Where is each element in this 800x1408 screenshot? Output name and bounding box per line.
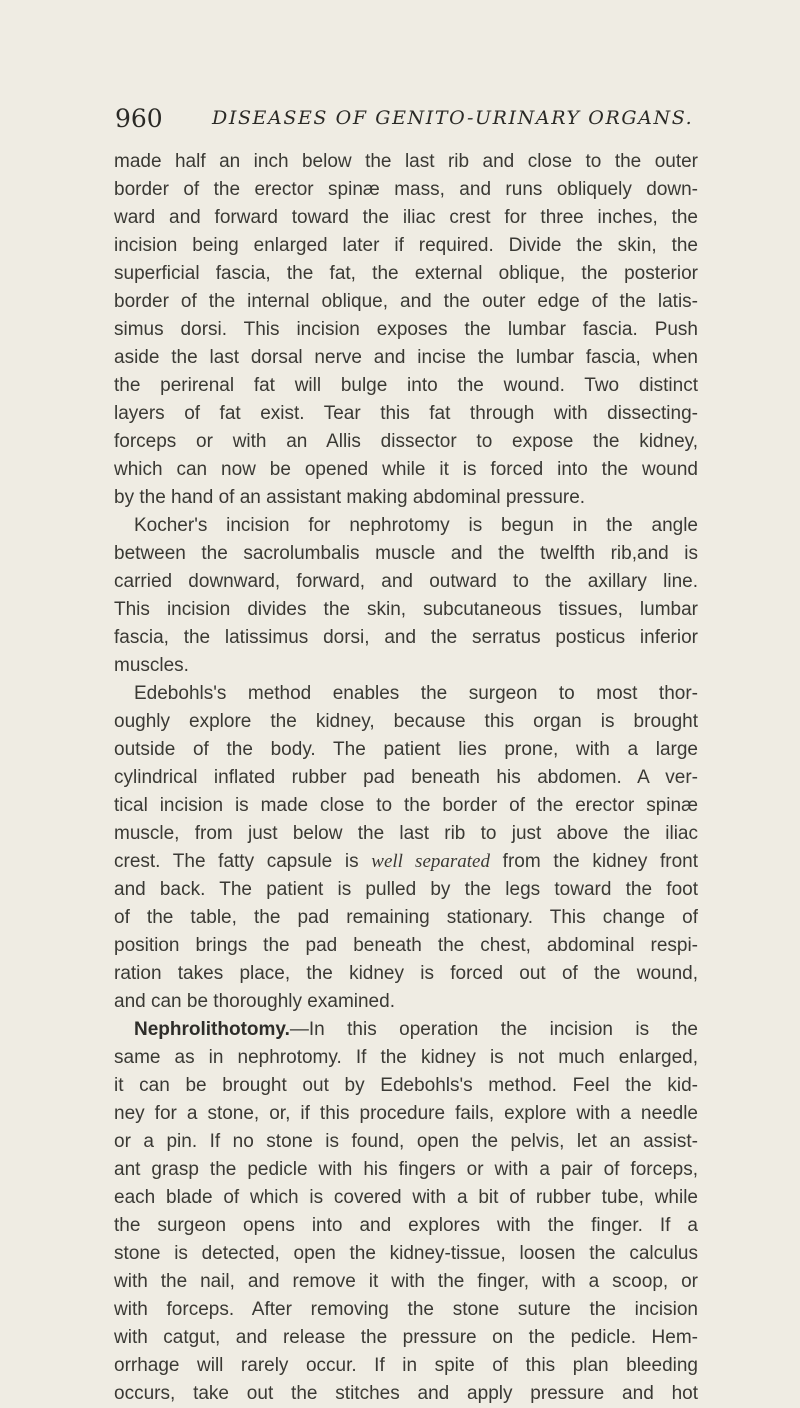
text-line: and can be thoroughly examined. [114, 991, 395, 1012]
text-line: cylindrical inflated rubber pad beneath his abdomen. A ver- [114, 767, 698, 788]
page-header [115, 104, 715, 134]
text-line: layers of fat exist. Tear this fat through with dissecting- [114, 403, 698, 424]
text-line: it can be brought out by Edebohls's method. Feel the kid- [114, 1075, 698, 1096]
text-line: ney for a stone, or, if this procedure fails, explore with a needle [114, 1103, 698, 1124]
text-line: aside the last dorsal nerve and incise the lumbar fascia, when [114, 347, 698, 368]
text-line: outside of the body. The patient lies prone, with a large [114, 739, 698, 760]
text-line: or a pin. If no stone is found, open the pelvis, let an assist- [114, 1131, 698, 1152]
text-line: each blade of which is covered with a bit of rubber tube, while [114, 1187, 698, 1208]
text-line: oughly explore the kidney, because this organ is brought [114, 711, 698, 732]
text-line: stone is detected, open the kidney-tissue, loosen the calculus [114, 1243, 698, 1264]
text-line: crest. The fatty capsule is well separated from the kidney front [114, 851, 698, 872]
text-line: muscle, from just below the last rib to just above the iliac [114, 823, 698, 844]
text-line: the perirenal fat will bulge into the wound. Two distinct [114, 375, 698, 396]
text-line: muscles. [114, 655, 189, 676]
text-line: border of the internal oblique, and the outer edge of the latis- [114, 291, 698, 312]
text-line: occurs, take out the stitches and apply pressure and hot [114, 1383, 698, 1404]
text-line: position brings the pad beneath the chest, abdominal respi- [114, 935, 698, 956]
text-line: of the table, the pad remaining stationary. This change of [114, 907, 698, 928]
text-line: and back. The patient is pulled by the legs toward the foot [114, 879, 698, 900]
text-line: orrhage will rarely occur. If in spite of this plan bleeding [114, 1355, 698, 1376]
text-line: which can now be opened while it is forced into the wound [114, 459, 698, 480]
text-line: ration takes place, the kidney is forced out of the wound, [114, 963, 698, 984]
text-line: the surgeon opens into and explores with the finger. If a [114, 1215, 698, 1236]
section-heading-line: Nephrolithotomy.—In this operation the incision is the [134, 1019, 698, 1040]
text-line: Edebohls's method enables the surgeon to most thor- [134, 683, 698, 704]
text-line: by the hand of an assistant making abdominal pressure. [114, 487, 586, 508]
body-text [114, 148, 698, 1408]
text-line: This incision divides the skin, subcutaneous tissues, lumbar [114, 599, 698, 620]
text-line: simus dorsi. This incision exposes the lumbar fascia. Push [114, 319, 698, 340]
text-line: ant grasp the pedicle with his fingers or with a pair of forceps, [114, 1159, 698, 1180]
section-heading: Nephrolithotomy. [134, 1019, 290, 1040]
page-number: 960 [115, 104, 163, 133]
emphasis-text: well separated [371, 851, 490, 872]
text-line: forceps or with an Allis dissector to expose the kidney, [114, 431, 698, 452]
text-line: tical incision is made close to the border of the erector spinæ [114, 795, 698, 816]
running-title: DISEASES OF GENITO-URINARY ORGANS. [212, 107, 694, 129]
text-line: fascia, the latissimus dorsi, and the serratus posticus inferior [114, 627, 698, 648]
text-line: with the nail, and remove it with the finger, with a scoop, or [114, 1271, 698, 1292]
text-line: between the sacrolumbalis muscle and the twelfth rib,and is [114, 543, 698, 564]
text-line: border of the erector spinæ mass, and runs obliquely down- [114, 179, 698, 200]
text-line: ward and forward toward the iliac crest for three inches, the [114, 207, 698, 228]
text-line: with catgut, and release the pressure on the pedicle. Hem- [114, 1327, 698, 1348]
text-line: Kocher's incision for nephrotomy is begun in the angle [134, 515, 698, 536]
text-line: made half an inch below the last rib and close to the outer [114, 151, 698, 172]
text-line: superficial fascia, the fat, the external oblique, the posterior [114, 263, 698, 284]
text-line: incision being enlarged later if required. Divide the skin, the [114, 235, 698, 256]
text-line: carried downward, forward, and outward to the axillary line. [114, 571, 698, 592]
text-line: with forceps. After removing the stone suture the incision [114, 1299, 698, 1320]
text-line: same as in nephrotomy. If the kidney is not much enlarged, [114, 1047, 698, 1068]
